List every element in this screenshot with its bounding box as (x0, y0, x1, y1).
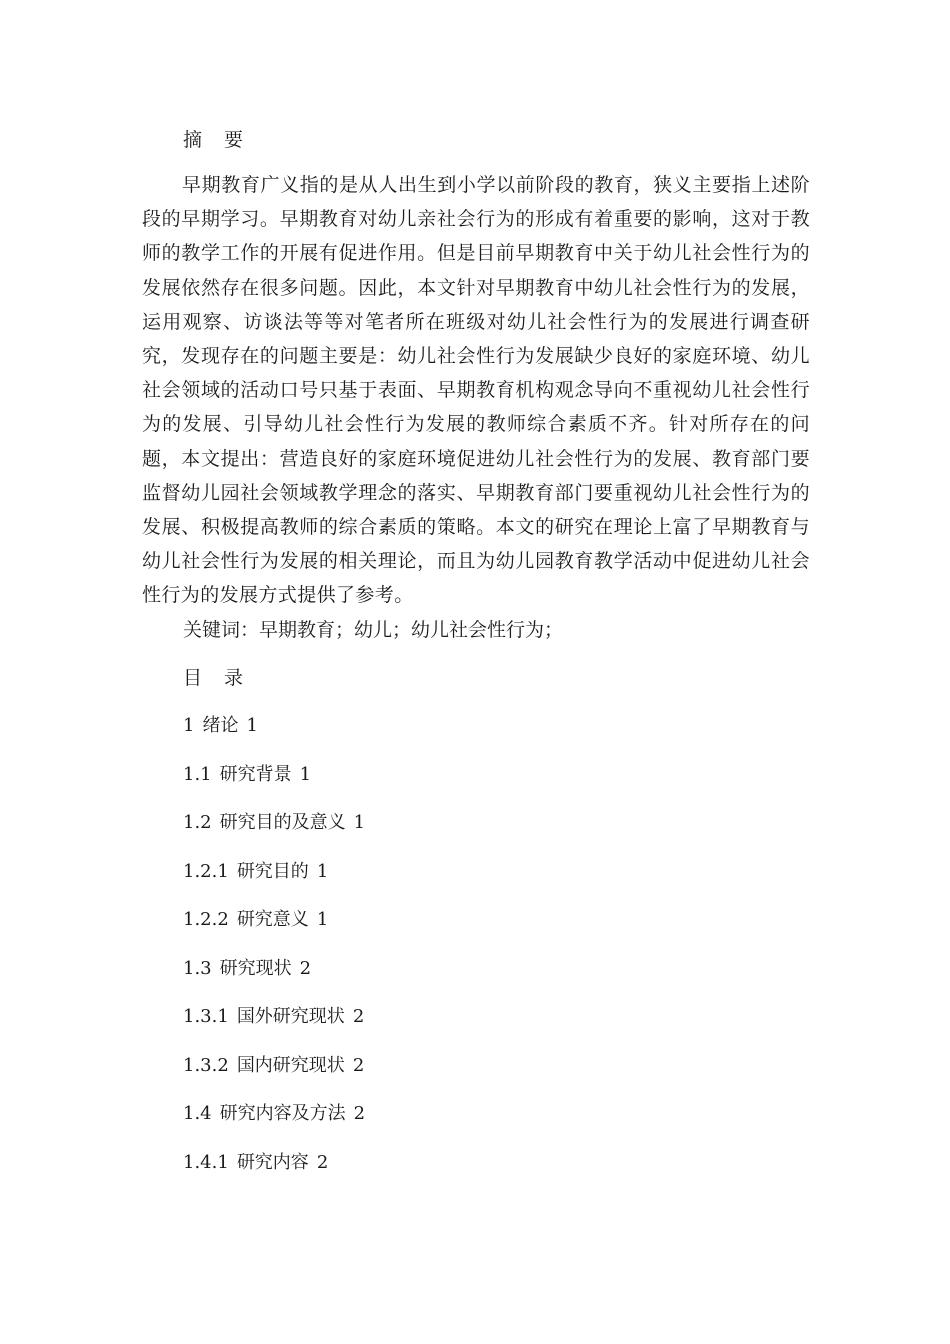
toc-item-number: 1.4.1 (183, 1151, 229, 1173)
toc-item (183, 1003, 373, 1052)
toc-item-number: 1.1 (183, 763, 212, 785)
toc-item (183, 955, 373, 1004)
toc-item-title: 研究内容 (236, 1151, 309, 1173)
toc-heading: 目 录 (183, 667, 252, 689)
toc-item-number: 1.3.1 (183, 1006, 229, 1027)
toc-item-page: 1 (299, 763, 312, 785)
toc-item-title: 研究背景 (219, 763, 292, 785)
toc-item-page: 1 (353, 812, 366, 833)
abstract-body: 早期教育广义指的是从人出生到小学以前阶段的教育，狭义主要指上述阶段的早期学习。早期教育对幼儿亲社会行为的形成有着重要的影响，这对于教师的教学工作的开展有促进作用。但是目前早期教育中关于幼儿社会性行为的发展依然存在很多问题。因此，本文针对早期教育中幼儿社会性行为的发展，运用观察、访谈法等等对笔者所在班级对幼儿社会性行为的发展进行调查研究，发现存在的问题主要是：幼儿社会性行为发展缺少良好的家庭环境、幼儿社会领域的活动口号只基于表面、早期教育机构观念导向不重视幼儿社会性行为的发展、引导幼儿社会性行为发展的教师综合素质不齐。针对所存在的问题，本文提出：营造良好的家庭环境促进幼儿社会性行为的发展、教育部门要监督幼儿园社会领域教学理念的落实、早期教育部门要重视幼儿社会性行为的发展、积极提高教师的综合素质的策略。本文的研究在理论上富了早期教育与幼儿社会性行为发展的相关理论，而且为幼儿园教育教学活动中促进幼儿社会性行为的发展方式提供了参考。 (142, 174, 810, 607)
toc-item-number: 1.3 (183, 957, 212, 979)
toc-item-title: 国外研究现状 (236, 1006, 345, 1027)
toc-item (183, 858, 373, 907)
toc-item (183, 809, 373, 858)
toc-item-title: 研究目的及意义 (219, 812, 346, 833)
toc-item-page: 2 (316, 1151, 329, 1173)
toc-item-page: 2 (352, 1054, 365, 1076)
keywords-line: 关键词：早期教育；幼儿；幼儿社会性行为； (183, 619, 564, 641)
toc-item-page: 2 (299, 957, 312, 979)
toc-item-title: 研究目的 (236, 860, 309, 882)
toc-item-page: 1 (316, 860, 329, 882)
toc-item (183, 1100, 373, 1149)
abstract-heading: 摘 要 (183, 129, 252, 151)
toc-item-title: 国内研究现状 (236, 1054, 345, 1076)
toc-item-number: 1.4 (183, 1103, 212, 1124)
toc-item (183, 1052, 373, 1101)
toc-item (183, 712, 373, 761)
toc-item-title: 研究内容及方法 (219, 1103, 346, 1124)
toc-item-number: 1.2.2 (183, 909, 229, 930)
toc-item-title: 研究意义 (236, 909, 309, 930)
toc-item (183, 761, 373, 810)
toc-item-page: 2 (353, 1103, 366, 1124)
toc-item-number: 1.2.1 (183, 860, 229, 882)
toc-item (183, 906, 373, 955)
toc-item-title: 绪论 (202, 715, 239, 736)
toc-item-page: 1 (316, 909, 329, 930)
toc-item-title: 研究现状 (219, 957, 292, 979)
toc-item (183, 1149, 373, 1198)
toc-item-number: 1.3.2 (183, 1054, 229, 1076)
toc-item-page: 2 (352, 1006, 365, 1027)
toc-item-number: 1.2 (183, 812, 212, 833)
toc-item-page: 1 (246, 715, 258, 736)
toc-item-number: 1 (183, 715, 195, 736)
toc-list (183, 712, 373, 1197)
